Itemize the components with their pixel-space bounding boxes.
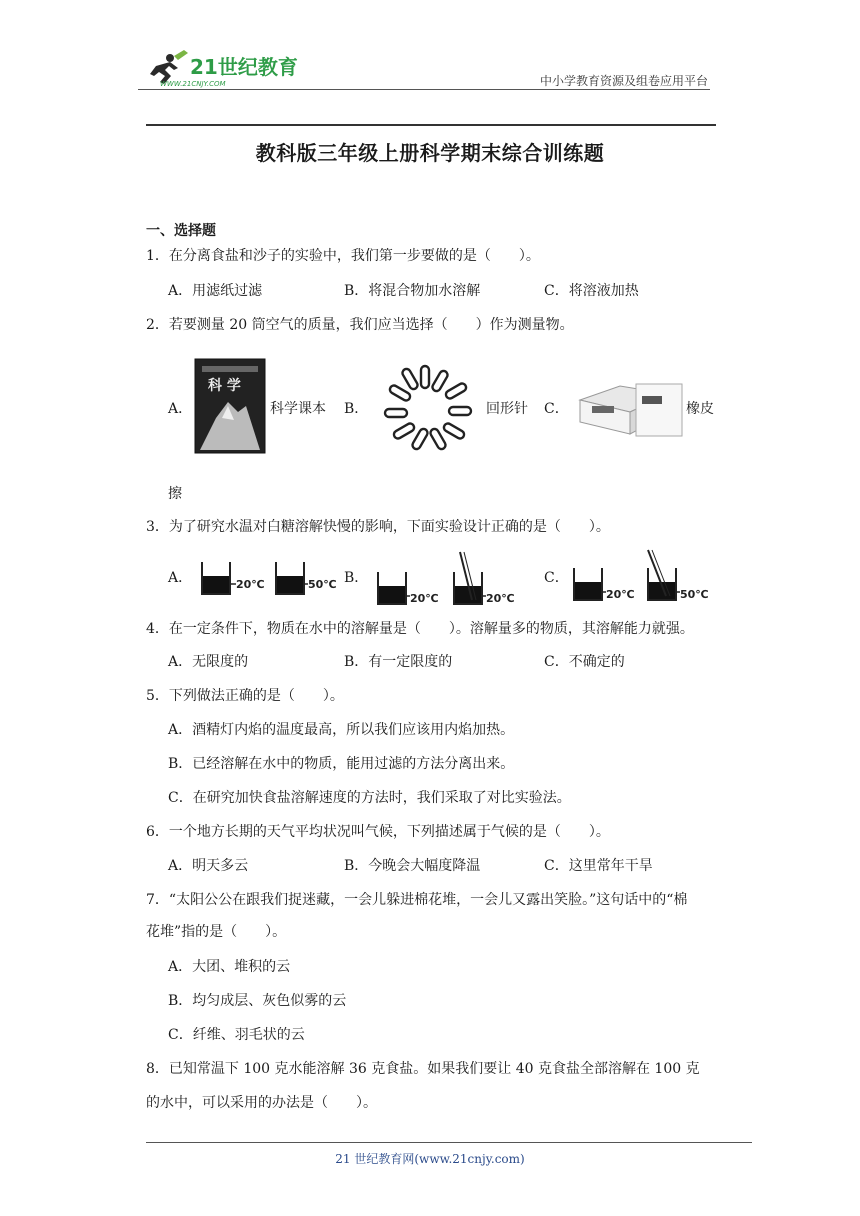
beaker-b1-temp: 20℃ [410, 592, 439, 605]
question-7-option-b[interactable]: B．均匀成层、灰色似雾的云 [168, 993, 347, 1009]
question-4-option-c[interactable]: C．不确定的 [544, 654, 625, 670]
question-5-option-a[interactable]: A．酒精灯内焰的温度最高，所以我们应该用内焰加热。 [168, 722, 515, 738]
question-3-option-a-letter[interactable]: A． [168, 570, 193, 586]
platform-name: 中小学教育资源及组卷应用平台 [539, 74, 708, 88]
beaker-a2-temp: 50℃ [308, 578, 337, 591]
header-divider [138, 89, 710, 90]
beaker-b2-temp: 20℃ [486, 592, 515, 605]
question-3-option-b-beakers [374, 548, 522, 608]
question-1-option-a[interactable]: A．用滤纸过滤 [168, 283, 263, 299]
question-2-option-a-letter[interactable]: A． [168, 401, 193, 417]
question-6-option-c[interactable]: C．这里常年干旱 [544, 858, 653, 874]
title-rule [146, 124, 716, 126]
logo-url: WWW.21CNJY.COM [160, 80, 226, 88]
question-4-option-a[interactable]: A．无限度的 [168, 654, 249, 670]
runner-icon [150, 50, 188, 84]
question-2-option-c-label-wrap: 擦 [168, 486, 182, 502]
footer-link[interactable]: 21 世纪教育网(www.21cnjy.com) [335, 1152, 525, 1166]
question-5-option-b[interactable]: B．已经溶解在水中的物质，能用过滤的方法分离出来。 [168, 756, 515, 772]
question-4-option-b[interactable]: B．有一定限度的 [344, 654, 453, 670]
book-cover-title: 科 学 [208, 378, 241, 394]
question-7-stem-cont: 花堆”指的是（ ）。 [146, 924, 287, 940]
footer-divider [146, 1142, 752, 1143]
question-7-option-a[interactable]: A．大团、堆积的云 [168, 959, 291, 975]
question-5-stem: 5．下列做法正确的是（ ）。 [146, 688, 344, 704]
beaker-c2-temp: 50℃ [680, 588, 709, 601]
question-4-stem: 4．在一定条件下，物质在水中的溶解量是（ ）。溶解量多的物质，其溶解能力就强。 [146, 621, 694, 637]
question-2-option-b-letter[interactable]: B． [344, 401, 369, 417]
question-6-option-b[interactable]: B．今晚会大幅度降温 [344, 858, 481, 874]
paper-clips-image [376, 362, 486, 454]
question-8-stem: 8．已知常温下 100 克水能溶解 36 克食盐。如果我们要让 40 克食盐全部溶解在 100 克 [146, 1061, 700, 1077]
question-2-option-c-label[interactable]: 橡皮 [686, 401, 714, 417]
question-2-stem: 2．若要测量 20 筒空气的质量，我们应当选择（ ）作为测量物。 [146, 317, 574, 333]
question-8-stem-cont: 的水中，可以采用的办法是（ ）。 [146, 1095, 377, 1111]
beaker-a1-temp: 20℃ [236, 578, 265, 591]
question-1-option-c[interactable]: C．将溶液加热 [544, 283, 639, 299]
question-1-stem: 1．在分离食盐和沙子的实验中，我们第一步要做的是（ ）。 [146, 248, 540, 264]
question-3-option-c-letter[interactable]: C． [544, 570, 569, 586]
section-title: 一、选择题 [146, 223, 216, 239]
document-title: 教科版三年级上册科学期末综合训练题 [255, 141, 605, 165]
site-logo [140, 44, 310, 90]
question-2-option-a-label[interactable]: 科学课本 [270, 401, 326, 417]
question-3-option-a-beakers [198, 558, 338, 598]
question-3-option-c-beakers [570, 546, 710, 606]
question-7-option-c[interactable]: C．纤维、羽毛状的云 [168, 1027, 305, 1043]
question-2-option-c-letter[interactable]: C． [544, 401, 569, 417]
question-3-option-b-letter[interactable]: B． [344, 570, 369, 586]
question-1-option-b[interactable]: B．将混合物加水溶解 [344, 283, 481, 299]
question-5-option-c[interactable]: C．在研究加快食盐溶解速度的方法时，我们采取了对比实验法。 [168, 790, 571, 806]
question-6-stem: 6．一个地方长期的天气平均状况叫气候，下列描述属于气候的是（ ）。 [146, 824, 610, 840]
science-book-image [194, 358, 266, 454]
beaker-c1-temp: 20℃ [606, 588, 635, 601]
question-2-option-b-label[interactable]: 回形针 [486, 401, 528, 417]
logo-text: 21世纪教育 [190, 55, 298, 79]
question-7-stem: 7．“太阳公公在跟我们捉迷藏，一会儿躲进棉花堆，一会儿又露出笑脸。”这句话中的“棉 [146, 892, 688, 908]
question-6-option-a[interactable]: A．明天多云 [168, 858, 249, 874]
question-3-stem: 3．为了研究水温对白糖溶解快慢的影响，下面实验设计正确的是（ ）。 [146, 519, 610, 535]
eraser-image [576, 380, 684, 442]
